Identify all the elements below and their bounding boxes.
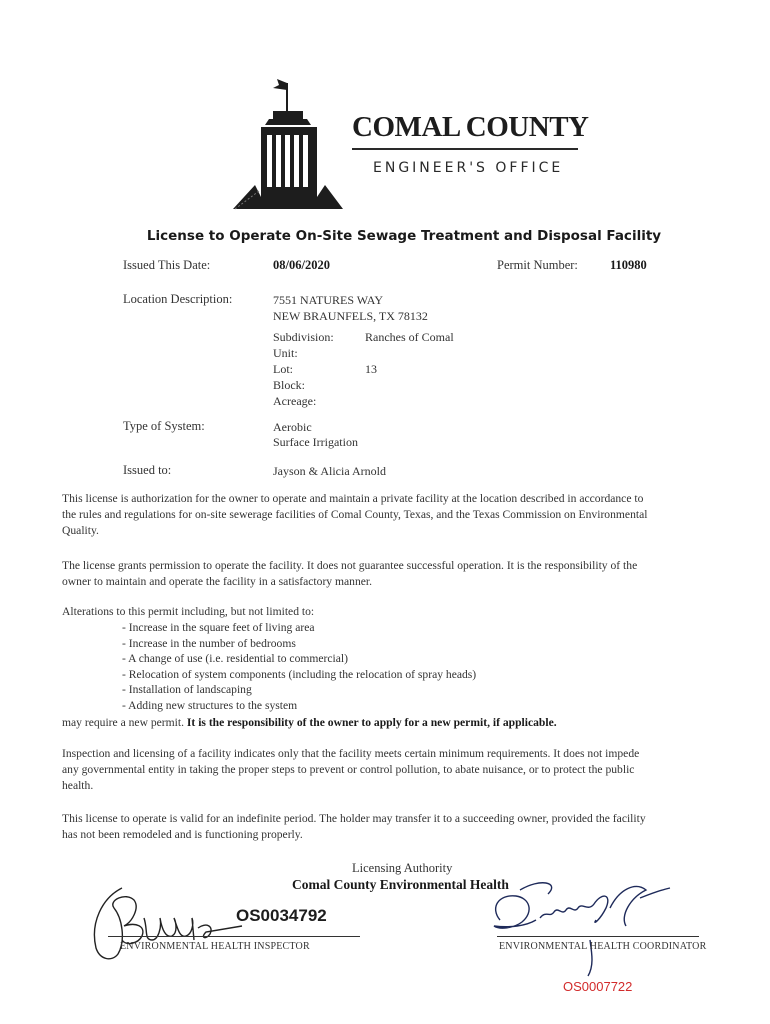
lot-label: Lot: <box>273 362 293 376</box>
address-line-1: 7551 NATURES WAY <box>273 293 384 307</box>
inspector-code-stamp: OS0034792 <box>236 906 327 925</box>
document-title: License to Operate On-Site Sewage Treatment and Disposal Facility <box>146 228 662 244</box>
authorization-paragraph: This license is authorization for the owner to operate and maintain a private facility at the location described in accordance to the rules and regulations for on-site sewerage facilities of Comal County, Texas, and the Texas Commission on Environmental Quality. <box>62 492 648 537</box>
responsibility-paragraph: The license grants permission to operate the facility. It does not guarantee successful operation. It is the responsibility of the owner to maintain and operate the facility in a satisfactory manner. <box>62 559 638 588</box>
inspector-signature-line <box>108 936 360 937</box>
list-item: - Adding new structures to the system <box>122 698 476 714</box>
block-label: Block: <box>273 378 305 392</box>
inspector-title: ENVIRONMENTAL HEALTH INSPECTOR <box>120 941 310 952</box>
permit-number-value: 110980 <box>610 258 647 272</box>
alterations-outro-text: may require a new permit. <box>62 716 185 729</box>
acreage-label: Acreage: <box>273 394 317 408</box>
list-item: - A change of use (i.e. residential to commercial) <box>122 651 476 667</box>
coordinator-code-stamp: OS0007722 <box>563 979 633 994</box>
org-name: COMAL COUNTY <box>352 111 589 143</box>
permit-number-label: Permit Number: <box>497 258 578 272</box>
validity-paragraph: This license to operate is valid for an indefinite period. The holder may transfer it to a succeeding owner, provided the facility has not been remodeled and is functioning properly. <box>62 812 646 841</box>
org-subtitle: ENGINEER'S OFFICE <box>373 160 564 176</box>
location-label: Location Description: <box>123 292 233 306</box>
alterations-list <box>122 620 476 713</box>
authority-name: Comal County Environmental Health <box>292 877 509 892</box>
lot-value: 13 <box>365 362 377 376</box>
subdivision-value: Ranches of Comal <box>365 330 454 344</box>
header-divider <box>352 148 578 150</box>
system-type-line-1: Aerobic <box>273 420 312 434</box>
list-item: - Increase in the square feet of living area <box>122 620 476 636</box>
system-type-label: Type of System: <box>123 419 205 433</box>
system-type-line-2: Surface Irrigation <box>273 435 358 449</box>
address-line-2: NEW BRAUNFELS, TX 78132 <box>273 309 428 323</box>
coordinator-signature-line <box>497 936 699 937</box>
coordinator-title: ENVIRONMENTAL HEALTH COORDINATOR <box>499 941 707 952</box>
coordinator-signature <box>470 868 700 978</box>
list-item: - Installation of landscaping <box>122 682 476 698</box>
inspector-signature <box>82 878 252 968</box>
list-item: - Relocation of system components (including the relocation of spray heads) <box>122 667 476 683</box>
issued-to-label: Issued to: <box>123 463 172 477</box>
list-item: - Increase in the number of bedrooms <box>122 636 476 652</box>
owner-responsibility-note: It is the responsibility of the owner to apply for a new permit, if applicable. <box>186 716 557 729</box>
unit-label: Unit: <box>273 346 298 360</box>
issued-date-value: 08/06/2020 <box>273 258 330 272</box>
authority-label: Licensing Authority <box>352 861 453 875</box>
subdivision-label: Subdivision: <box>273 330 334 344</box>
issued-to-value: Jayson & Alicia Arnold <box>273 464 386 478</box>
alterations-outro <box>62 715 656 731</box>
courthouse-tower-icon <box>225 75 350 210</box>
inspection-paragraph: Inspection and licensing of a facility indicates only that the facility meets certain minimum requirements. It does not impede any governmental entity in taking the proper steps to prevent or control pollution, to abate nuisance, or to protect the public health. <box>62 747 640 792</box>
issued-date-label: Issued This Date: <box>123 258 211 272</box>
alterations-intro: Alterations to this permit including, but not limited to: <box>62 605 315 618</box>
